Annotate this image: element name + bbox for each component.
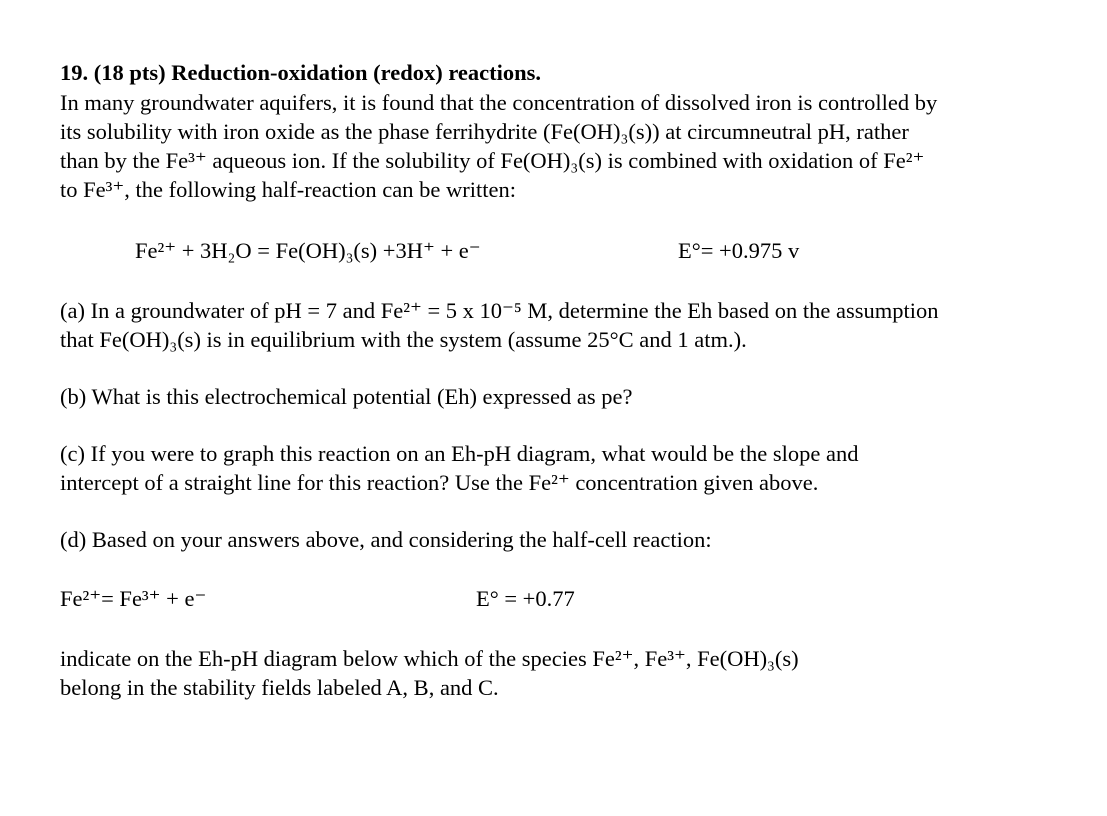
- closing-line-2: belong in the stability fields labeled A, B, and C.: [60, 675, 499, 700]
- intro-line-4: to Fe³⁺, the following half-reaction can be written:: [60, 177, 516, 202]
- part-c-line-1: (c) If you were to graph this reaction on an Eh-pH diagram, what would be the slope and: [60, 441, 859, 466]
- part-a-line-1: (a) In a groundwater of pH = 7 and Fe²⁺ = 5 x 10⁻⁵ M, determine the Eh based on the assumption: [60, 298, 939, 323]
- part-a-line-2: that Fe(OH)₃(s) is in equilibrium with the system (assume 25°C and 1 atm.).: [60, 327, 747, 352]
- intro-line-2: its solubility with iron oxide as the phase ferrihydrite (Fe(OH)₃(s)) at circumneutral pH, rather: [60, 119, 909, 144]
- part-b: (b) What is this electrochemical potential (Eh) expressed as pe?: [60, 384, 633, 409]
- part-d: (d) Based on your answers above, and considering the half-cell reaction:: [60, 527, 712, 552]
- intro-line-3: than by the Fe³⁺ aqueous ion. If the solubility of Fe(OH)₃(s) is combined with oxidation of Fe²⁺: [60, 148, 925, 173]
- reaction-2-potential: E° = +0.77: [476, 586, 575, 611]
- intro-line-1: In many groundwater aquifers, it is found that the concentration of dissolved iron is controlled by: [60, 90, 938, 115]
- part-c-line-2: intercept of a straight line for this reaction? Use the Fe²⁺ concentration given above.: [60, 470, 819, 495]
- reaction-2-equation: Fe²⁺= Fe³⁺ + e⁻: [60, 586, 207, 611]
- reaction-1-potential: E°= +0.975 v: [678, 238, 800, 263]
- problem-title: 19. (18 pts) Reduction-oxidation (redox) reactions.: [60, 60, 542, 85]
- reaction-1-equation: Fe²⁺ + 3H₂O = Fe(OH)₃(s) +3H⁺ + e⁻: [135, 238, 481, 263]
- closing-line-1: indicate on the Eh-pH diagram below which of the species Fe²⁺, Fe³⁺, Fe(OH)₃(s): [60, 646, 799, 671]
